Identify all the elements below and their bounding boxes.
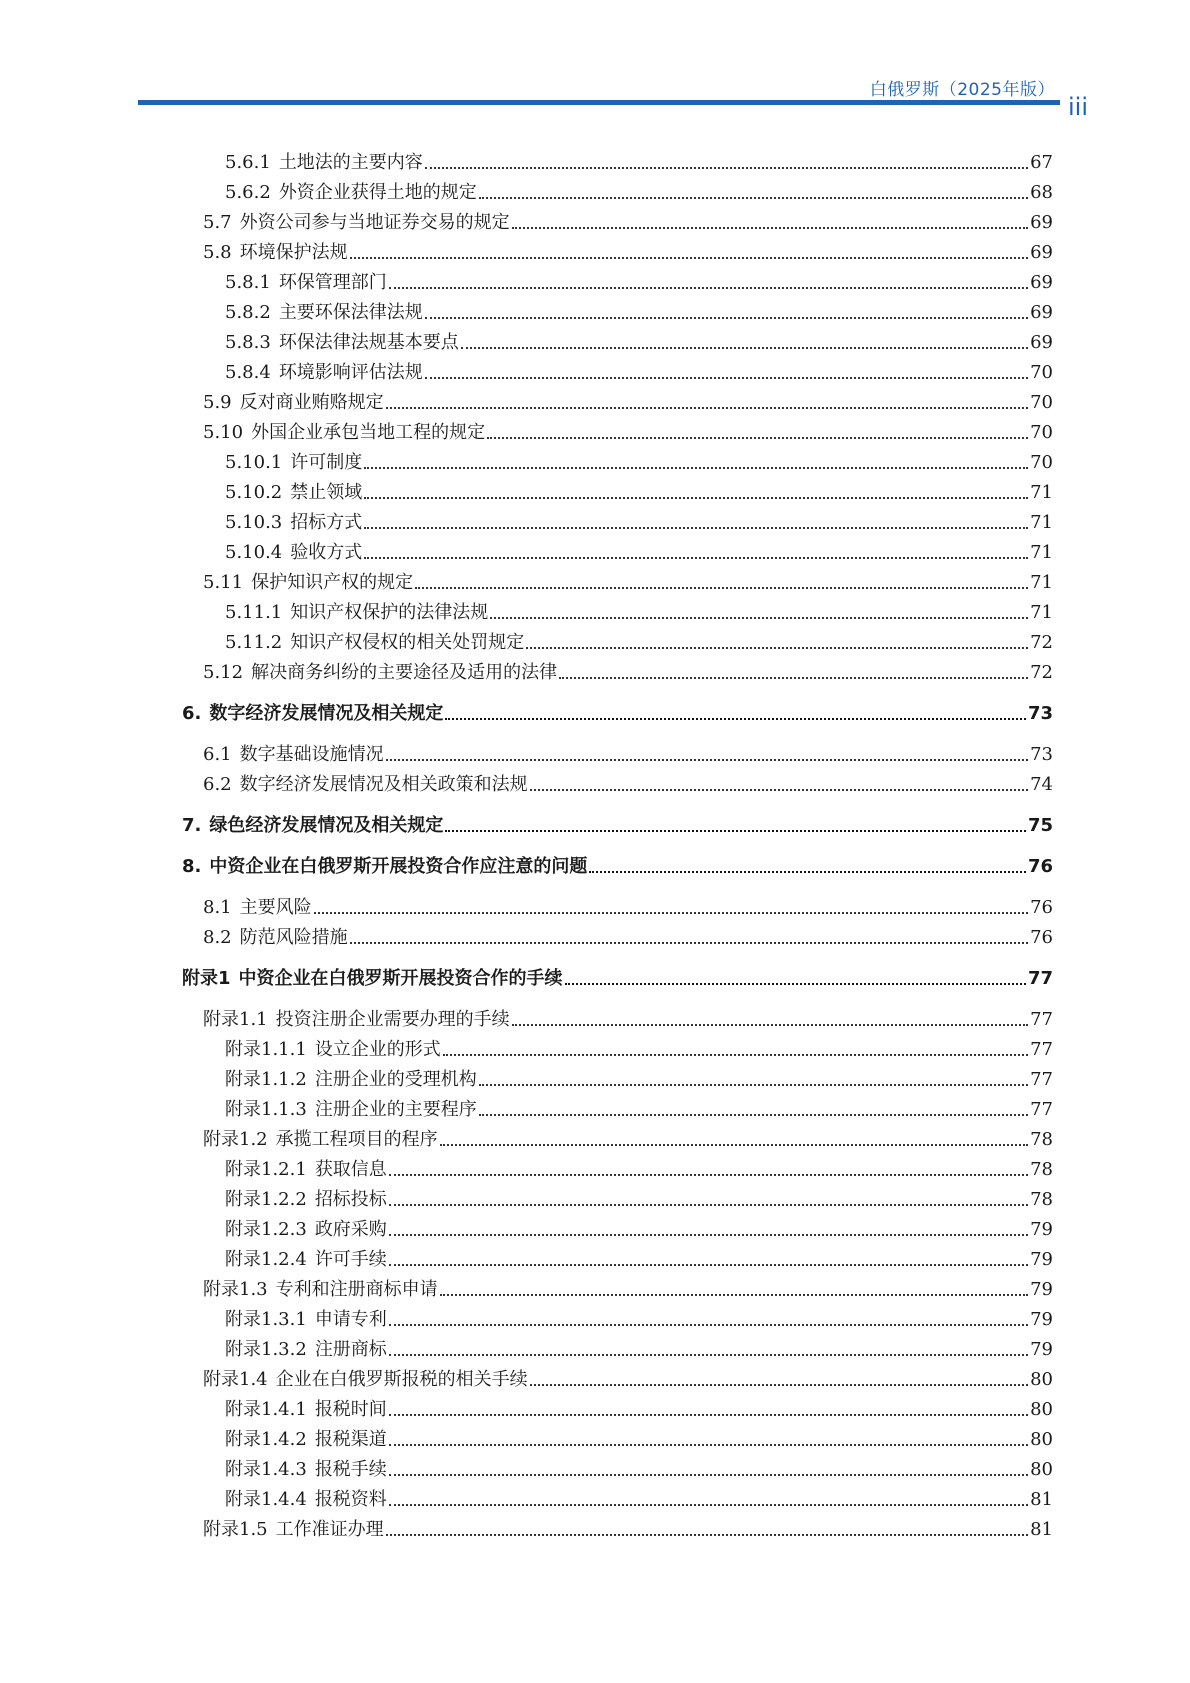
toc-entry[interactable] bbox=[203, 1125, 1053, 1151]
toc-entry-page: 77 bbox=[1030, 1099, 1053, 1120]
toc-entry-page: 78 bbox=[1030, 1129, 1053, 1150]
dot-leader bbox=[490, 617, 1028, 619]
toc-entry-page: 71 bbox=[1030, 542, 1053, 563]
toc-entry[interactable] bbox=[203, 208, 1053, 234]
toc-entry-number: 5.8.4 bbox=[225, 362, 271, 383]
toc-entry-page: 73 bbox=[1027, 703, 1053, 724]
toc-entry[interactable] bbox=[225, 358, 1053, 384]
toc-entry-page: 71 bbox=[1030, 482, 1053, 503]
toc-entry-title: 数字经济发展情况及相关政策和法规 bbox=[239, 774, 528, 795]
toc-entry-page: 69 bbox=[1030, 212, 1053, 233]
toc-entry[interactable] bbox=[225, 538, 1053, 564]
dot-leader bbox=[389, 1174, 1028, 1176]
toc-entry[interactable] bbox=[203, 893, 1053, 919]
toc-entry-number: 5.10.3 bbox=[225, 512, 283, 533]
dot-leader bbox=[389, 1474, 1028, 1476]
toc-entry-number: 附录1.2.4 bbox=[225, 1249, 307, 1270]
toc-entry[interactable] bbox=[203, 418, 1053, 444]
toc-entry-number: 附录1.2 bbox=[203, 1129, 268, 1150]
toc-entry-number: 5.9 bbox=[203, 392, 232, 413]
dot-leader bbox=[425, 167, 1028, 169]
toc-entry[interactable] bbox=[225, 1455, 1053, 1481]
dot-leader bbox=[389, 1354, 1028, 1356]
toc-entry-page: 70 bbox=[1030, 362, 1053, 383]
toc-entry-page: 74 bbox=[1030, 774, 1053, 795]
dot-leader bbox=[389, 1264, 1028, 1266]
header-rule bbox=[138, 100, 1060, 105]
toc-entry[interactable] bbox=[225, 508, 1053, 534]
toc-entry-number: 附录1.2.2 bbox=[225, 1189, 307, 1210]
toc-entry[interactable] bbox=[225, 148, 1053, 174]
dot-leader bbox=[526, 647, 1028, 649]
toc-entry-title: 招标投标 bbox=[314, 1189, 387, 1210]
toc-entry-page: 69 bbox=[1030, 332, 1053, 353]
toc-entry-page: 77 bbox=[1030, 1069, 1053, 1090]
toc-entry-page: 71 bbox=[1030, 572, 1053, 593]
toc-entry-page: 77 bbox=[1030, 1039, 1053, 1060]
toc-entry[interactable] bbox=[225, 1245, 1053, 1271]
toc-entry-title: 环境保护法规 bbox=[239, 242, 348, 263]
toc-entry-title: 承揽工程项目的程序 bbox=[275, 1129, 438, 1150]
toc-entry-title: 企业在白俄罗斯报税的相关手续 bbox=[275, 1369, 528, 1390]
toc-entry-number: 附录1.4.3 bbox=[225, 1459, 307, 1480]
toc-entry-number: 附录1.2.1 bbox=[225, 1159, 307, 1180]
toc-entry-number: 附录1.1 bbox=[203, 1009, 268, 1030]
toc-entry[interactable] bbox=[225, 478, 1053, 504]
toc-entry[interactable] bbox=[203, 923, 1053, 949]
dot-leader bbox=[350, 942, 1028, 944]
toc-entry-title: 土地法的主要内容 bbox=[278, 152, 423, 173]
toc-entry-title: 验收方式 bbox=[290, 542, 363, 563]
toc-entry-title: 知识产权保护的法律法规 bbox=[290, 602, 489, 623]
toc-entry-title: 外资企业获得土地的规定 bbox=[278, 182, 477, 203]
toc-entry-page: 70 bbox=[1030, 422, 1053, 443]
toc-entry-page: 71 bbox=[1030, 602, 1053, 623]
toc-entry-title: 工作准证办理 bbox=[275, 1519, 384, 1540]
dot-leader bbox=[415, 587, 1028, 589]
toc-entry-title: 环境影响评估法规 bbox=[278, 362, 423, 383]
toc-entry-page: 79 bbox=[1030, 1309, 1053, 1330]
toc-entry-number: 5.8.2 bbox=[225, 302, 271, 323]
toc-entry-page: 76 bbox=[1027, 856, 1053, 877]
toc-entry-page: 72 bbox=[1030, 662, 1053, 683]
toc-entry-number: 附录1.4.2 bbox=[225, 1429, 307, 1450]
dot-leader bbox=[364, 467, 1028, 469]
toc-entry-title: 申请专利 bbox=[314, 1309, 387, 1330]
toc-entry-number: 附录1.3.1 bbox=[225, 1309, 307, 1330]
toc-entry-title: 解决商务纠纷的主要途径及适用的法律 bbox=[251, 662, 558, 683]
toc-entry-page: 70 bbox=[1030, 392, 1053, 413]
toc-entry-number: 附录1.3.2 bbox=[225, 1339, 307, 1360]
toc-entry-number: 附录1.5 bbox=[203, 1519, 268, 1540]
toc-entry[interactable] bbox=[203, 388, 1053, 414]
toc-entry-number: 8. bbox=[182, 856, 202, 877]
toc-entry-page: 79 bbox=[1030, 1219, 1053, 1240]
dot-leader bbox=[389, 287, 1028, 289]
running-title: 白俄罗斯（2025年版） bbox=[869, 80, 1055, 100]
dot-leader bbox=[530, 789, 1028, 791]
toc-entry-page: 80 bbox=[1030, 1459, 1053, 1480]
dot-leader bbox=[479, 197, 1028, 199]
toc-entry-title: 政府采购 bbox=[314, 1219, 387, 1240]
dot-leader bbox=[512, 227, 1028, 229]
page-number: iii bbox=[1068, 93, 1089, 121]
toc-entry-title: 主要风险 bbox=[239, 897, 312, 918]
dot-leader bbox=[389, 1204, 1028, 1206]
dot-leader bbox=[350, 257, 1028, 259]
toc-entry[interactable] bbox=[225, 1155, 1053, 1181]
toc-entry[interactable] bbox=[225, 598, 1053, 624]
toc-entry-title: 报税资料 bbox=[314, 1489, 387, 1510]
toc-entry-page: 69 bbox=[1030, 272, 1053, 293]
dot-leader bbox=[565, 983, 1026, 985]
toc-entry-page: 69 bbox=[1030, 242, 1053, 263]
toc-entry-title: 环保法律法规基本要点 bbox=[278, 332, 459, 353]
dot-leader bbox=[386, 407, 1028, 409]
toc-entry-title: 环保管理部门 bbox=[278, 272, 387, 293]
dot-leader bbox=[389, 1504, 1028, 1506]
toc-entry-title: 中资企业在白俄罗斯开展投资合作应注意的问题 bbox=[209, 856, 588, 877]
toc-entry[interactable] bbox=[203, 238, 1053, 264]
toc-entry-number: 8.1 bbox=[203, 897, 232, 918]
toc-entry-title: 外国企业承包当地工程的规定 bbox=[251, 422, 486, 443]
toc-entry-page: 75 bbox=[1027, 815, 1053, 836]
toc-entry-number: 附录1.4.1 bbox=[225, 1399, 307, 1420]
toc-entry-title: 许可制度 bbox=[290, 452, 363, 473]
dot-leader bbox=[386, 759, 1028, 761]
toc-entry-number: 5.8 bbox=[203, 242, 232, 263]
toc-entry-title: 注册企业的受理机构 bbox=[314, 1069, 477, 1090]
toc-entry[interactable] bbox=[225, 1035, 1053, 1061]
toc-entry[interactable] bbox=[182, 852, 1053, 878]
toc-entry-title: 报税时间 bbox=[314, 1399, 387, 1420]
toc-entry-page: 80 bbox=[1030, 1429, 1053, 1450]
toc-entry-number: 附录1 bbox=[182, 968, 231, 989]
toc-entry[interactable] bbox=[225, 628, 1053, 654]
dot-leader bbox=[364, 557, 1028, 559]
toc-entry-title: 报税渠道 bbox=[314, 1429, 387, 1450]
toc-entry[interactable] bbox=[203, 568, 1053, 594]
toc-entry[interactable] bbox=[203, 1365, 1053, 1391]
toc-entry-page: 76 bbox=[1030, 897, 1053, 918]
toc-entry-title: 报税手续 bbox=[314, 1459, 387, 1480]
toc-entry-page: 76 bbox=[1030, 927, 1053, 948]
dot-leader bbox=[364, 527, 1028, 529]
dot-leader bbox=[389, 1324, 1028, 1326]
toc-entry[interactable] bbox=[225, 1215, 1053, 1241]
toc-entry[interactable] bbox=[225, 448, 1053, 474]
toc-entry-number: 5.10.1 bbox=[225, 452, 283, 473]
dot-leader bbox=[443, 1054, 1028, 1056]
toc-entry[interactable] bbox=[225, 1065, 1053, 1091]
toc-entry-number: 8.2 bbox=[203, 927, 232, 948]
toc-entry-page: 79 bbox=[1030, 1279, 1053, 1300]
dot-leader bbox=[440, 1144, 1028, 1146]
toc-entry-title: 注册企业的主要程序 bbox=[314, 1099, 477, 1120]
toc-entry-number: 5.6.1 bbox=[225, 152, 271, 173]
toc-entry[interactable] bbox=[225, 1335, 1053, 1361]
toc-entry-page: 81 bbox=[1030, 1519, 1053, 1540]
toc-entry-title: 保护知识产权的规定 bbox=[251, 572, 414, 593]
toc-entry[interactable] bbox=[203, 1005, 1053, 1031]
dot-leader bbox=[445, 718, 1026, 720]
toc-entry-title: 投资注册企业需要办理的手续 bbox=[275, 1009, 510, 1030]
toc-entry-page: 72 bbox=[1030, 632, 1053, 653]
toc-entry-page: 68 bbox=[1030, 182, 1053, 203]
toc-entry-title: 禁止领域 bbox=[290, 482, 363, 503]
toc-entry-title: 注册商标 bbox=[314, 1339, 387, 1360]
toc-entry-page: 81 bbox=[1030, 1489, 1053, 1510]
toc-entry-number: 附录1.2.3 bbox=[225, 1219, 307, 1240]
dot-leader bbox=[461, 347, 1028, 349]
toc-entry-page: 69 bbox=[1030, 302, 1053, 323]
toc-entry-number: 附录1.1.3 bbox=[225, 1099, 307, 1120]
dot-leader bbox=[445, 830, 1026, 832]
toc-entry-page: 78 bbox=[1030, 1189, 1053, 1210]
toc-entry[interactable] bbox=[225, 1485, 1053, 1511]
toc-entry-title: 数字经济发展情况及相关规定 bbox=[209, 703, 444, 724]
toc-entry-number: 5.7 bbox=[203, 212, 232, 233]
toc-entry-number: 5.6.2 bbox=[225, 182, 271, 203]
toc-entry-title: 主要环保法律法规 bbox=[278, 302, 423, 323]
dot-leader bbox=[389, 1414, 1028, 1416]
toc-entry-title: 专利和注册商标申请 bbox=[275, 1279, 438, 1300]
toc-entry-number: 6. bbox=[182, 703, 202, 724]
toc-entry-title: 许可手续 bbox=[314, 1249, 387, 1270]
toc-entry-number: 5.8.3 bbox=[225, 332, 271, 353]
toc-entry-page: 77 bbox=[1030, 1009, 1053, 1030]
dot-leader bbox=[364, 497, 1028, 499]
toc-entry[interactable] bbox=[225, 298, 1053, 324]
dot-leader bbox=[487, 437, 1028, 439]
toc-entry-page: 80 bbox=[1030, 1369, 1053, 1390]
toc-entry-title: 招标方式 bbox=[290, 512, 363, 533]
toc-entry-number: 5.12 bbox=[203, 662, 244, 683]
dot-leader bbox=[386, 1534, 1028, 1536]
toc-entry[interactable] bbox=[225, 268, 1053, 294]
toc-entry-number: 附录1.1.1 bbox=[225, 1039, 307, 1060]
toc-entry[interactable] bbox=[225, 328, 1053, 354]
toc-entry-title: 数字基础设施情况 bbox=[239, 744, 384, 765]
dot-leader bbox=[425, 377, 1028, 379]
toc-entry-number: 5.11 bbox=[203, 572, 244, 593]
toc-entry[interactable] bbox=[182, 811, 1053, 837]
toc-entry[interactable] bbox=[203, 1515, 1053, 1541]
dot-leader bbox=[512, 1024, 1028, 1026]
toc-entry[interactable] bbox=[225, 178, 1053, 204]
dot-leader bbox=[389, 1444, 1028, 1446]
dot-leader bbox=[530, 1384, 1028, 1386]
toc-entry-number: 7. bbox=[182, 815, 202, 836]
toc-entry-page: 79 bbox=[1030, 1249, 1053, 1270]
dot-leader bbox=[479, 1114, 1028, 1116]
toc-entry[interactable] bbox=[225, 1095, 1053, 1121]
toc-entry-title: 外资公司参与当地证券交易的规定 bbox=[239, 212, 510, 233]
toc-entry-title: 反对商业贿赂规定 bbox=[239, 392, 384, 413]
toc-entry-page: 67 bbox=[1030, 152, 1053, 173]
dot-leader bbox=[389, 1234, 1028, 1236]
dot-leader bbox=[440, 1294, 1028, 1296]
toc-entry-number: 5.10 bbox=[203, 422, 244, 443]
toc-entry[interactable] bbox=[203, 1275, 1053, 1301]
toc-entry[interactable] bbox=[225, 1305, 1053, 1331]
toc-entry-title: 防范风险措施 bbox=[239, 927, 348, 948]
toc-entry-page: 73 bbox=[1030, 744, 1053, 765]
toc-entry-number: 6.1 bbox=[203, 744, 232, 765]
toc-entry[interactable] bbox=[182, 964, 1053, 990]
dot-leader bbox=[559, 677, 1028, 679]
toc-entry-title: 知识产权侵权的相关处罚规定 bbox=[290, 632, 525, 653]
toc-entry-page: 77 bbox=[1027, 968, 1053, 989]
toc-entry[interactable] bbox=[225, 1425, 1053, 1451]
toc-entry-number: 附录1.4.4 bbox=[225, 1489, 307, 1510]
toc-entry-page: 79 bbox=[1030, 1339, 1053, 1360]
toc-entry-page: 70 bbox=[1030, 452, 1053, 473]
toc-entry-number: 6.2 bbox=[203, 774, 232, 795]
toc-entry-number: 附录1.3 bbox=[203, 1279, 268, 1300]
dot-leader bbox=[314, 912, 1028, 914]
toc-entry-number: 5.10.4 bbox=[225, 542, 283, 563]
dot-leader bbox=[479, 1084, 1028, 1086]
toc-entry-number: 5.8.1 bbox=[225, 272, 271, 293]
toc-entry[interactable] bbox=[182, 699, 1053, 725]
toc-entry-title: 中资企业在白俄罗斯开展投资合作的手续 bbox=[238, 968, 563, 989]
toc-entry-title: 绿色经济发展情况及相关规定 bbox=[209, 815, 444, 836]
toc-entry[interactable] bbox=[203, 770, 1053, 796]
toc-entry-page: 71 bbox=[1030, 512, 1053, 533]
toc-entry[interactable] bbox=[225, 1185, 1053, 1211]
dot-leader bbox=[425, 317, 1028, 319]
toc-entry-number: 5.11.2 bbox=[225, 632, 283, 653]
toc-entry-title: 设立企业的形式 bbox=[314, 1039, 441, 1060]
toc-entry[interactable] bbox=[225, 1395, 1053, 1421]
toc-entry-number: 5.11.1 bbox=[225, 602, 283, 623]
toc-entry-page: 80 bbox=[1030, 1399, 1053, 1420]
toc-entry-number: 附录1.4 bbox=[203, 1369, 268, 1390]
toc-entry[interactable] bbox=[203, 658, 1053, 684]
toc-entry[interactable] bbox=[203, 740, 1053, 766]
toc-entry-page: 78 bbox=[1030, 1159, 1053, 1180]
toc-entry-number: 附录1.1.2 bbox=[225, 1069, 307, 1090]
dot-leader bbox=[589, 871, 1026, 873]
toc-entry-title: 获取信息 bbox=[314, 1159, 387, 1180]
toc-entry-number: 5.10.2 bbox=[225, 482, 283, 503]
